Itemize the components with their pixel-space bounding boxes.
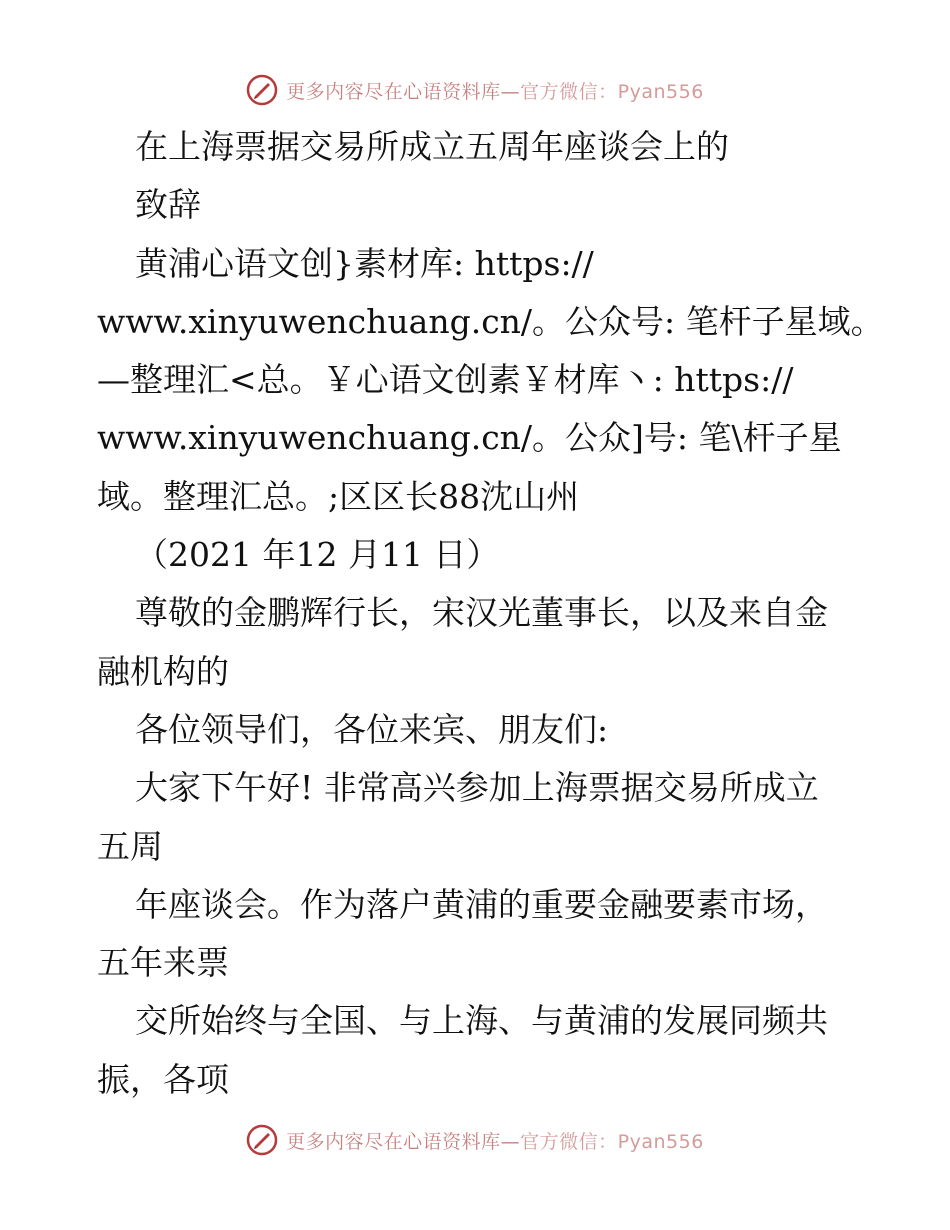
text-line: 五周 — [97, 826, 163, 866]
text-line: 尊敬的金鹏辉行长，宋汉光董事长，以及来自金 — [135, 593, 828, 633]
text-line: 大家下午好! 非常高兴参加上海票据交易所成立 — [135, 768, 819, 808]
brand-logo-icon — [246, 1124, 278, 1156]
text-line: 融机构的 — [97, 651, 229, 691]
watermark-text: 更多内容尽在心语资料库—官方微信：Pyan556 — [286, 1130, 704, 1153]
text-line: 各位领导们，各位来宾、朋友们: — [135, 709, 609, 749]
text-line: —整理汇<总。￥心语文创素￥材库丶: https:// — [97, 360, 794, 400]
text-line: 交所始终与全国、与上海、与黄浦的发展同频共 — [135, 1001, 828, 1041]
text-line: 致辞 — [135, 185, 201, 225]
watermark-text: 更多内容尽在心语资料库—官方微信：Pyan556 — [286, 80, 704, 103]
text-line: 黄浦心语文创}素材库: https:// — [135, 243, 594, 283]
text-line: 年座谈会。作为落户黄浦的重要金融要素市场， — [135, 884, 828, 924]
text-line: 域。整理汇总。;区区长88沈山州 — [97, 476, 580, 516]
text-line: www.xinyuwenchuang.cn/。公众号: 笔杆子星域。 — [97, 301, 884, 341]
text-line: 五年来票 — [97, 943, 229, 983]
text-line: 在上海票据交易所成立五周年座谈会上的 — [135, 127, 729, 166]
date-line: （2021 年12 月11 日） — [135, 535, 500, 575]
brand-logo-icon — [246, 74, 278, 106]
document-body — [97, 118, 884, 1109]
text-line: 振，各项 — [97, 1059, 229, 1099]
text-line: www.xinyuwenchuang.cn/。公众]号: 笔\杆子星 — [97, 418, 842, 458]
watermark-banner-bottom — [0, 1120, 950, 1160]
watermark-banner-top — [0, 70, 950, 110]
